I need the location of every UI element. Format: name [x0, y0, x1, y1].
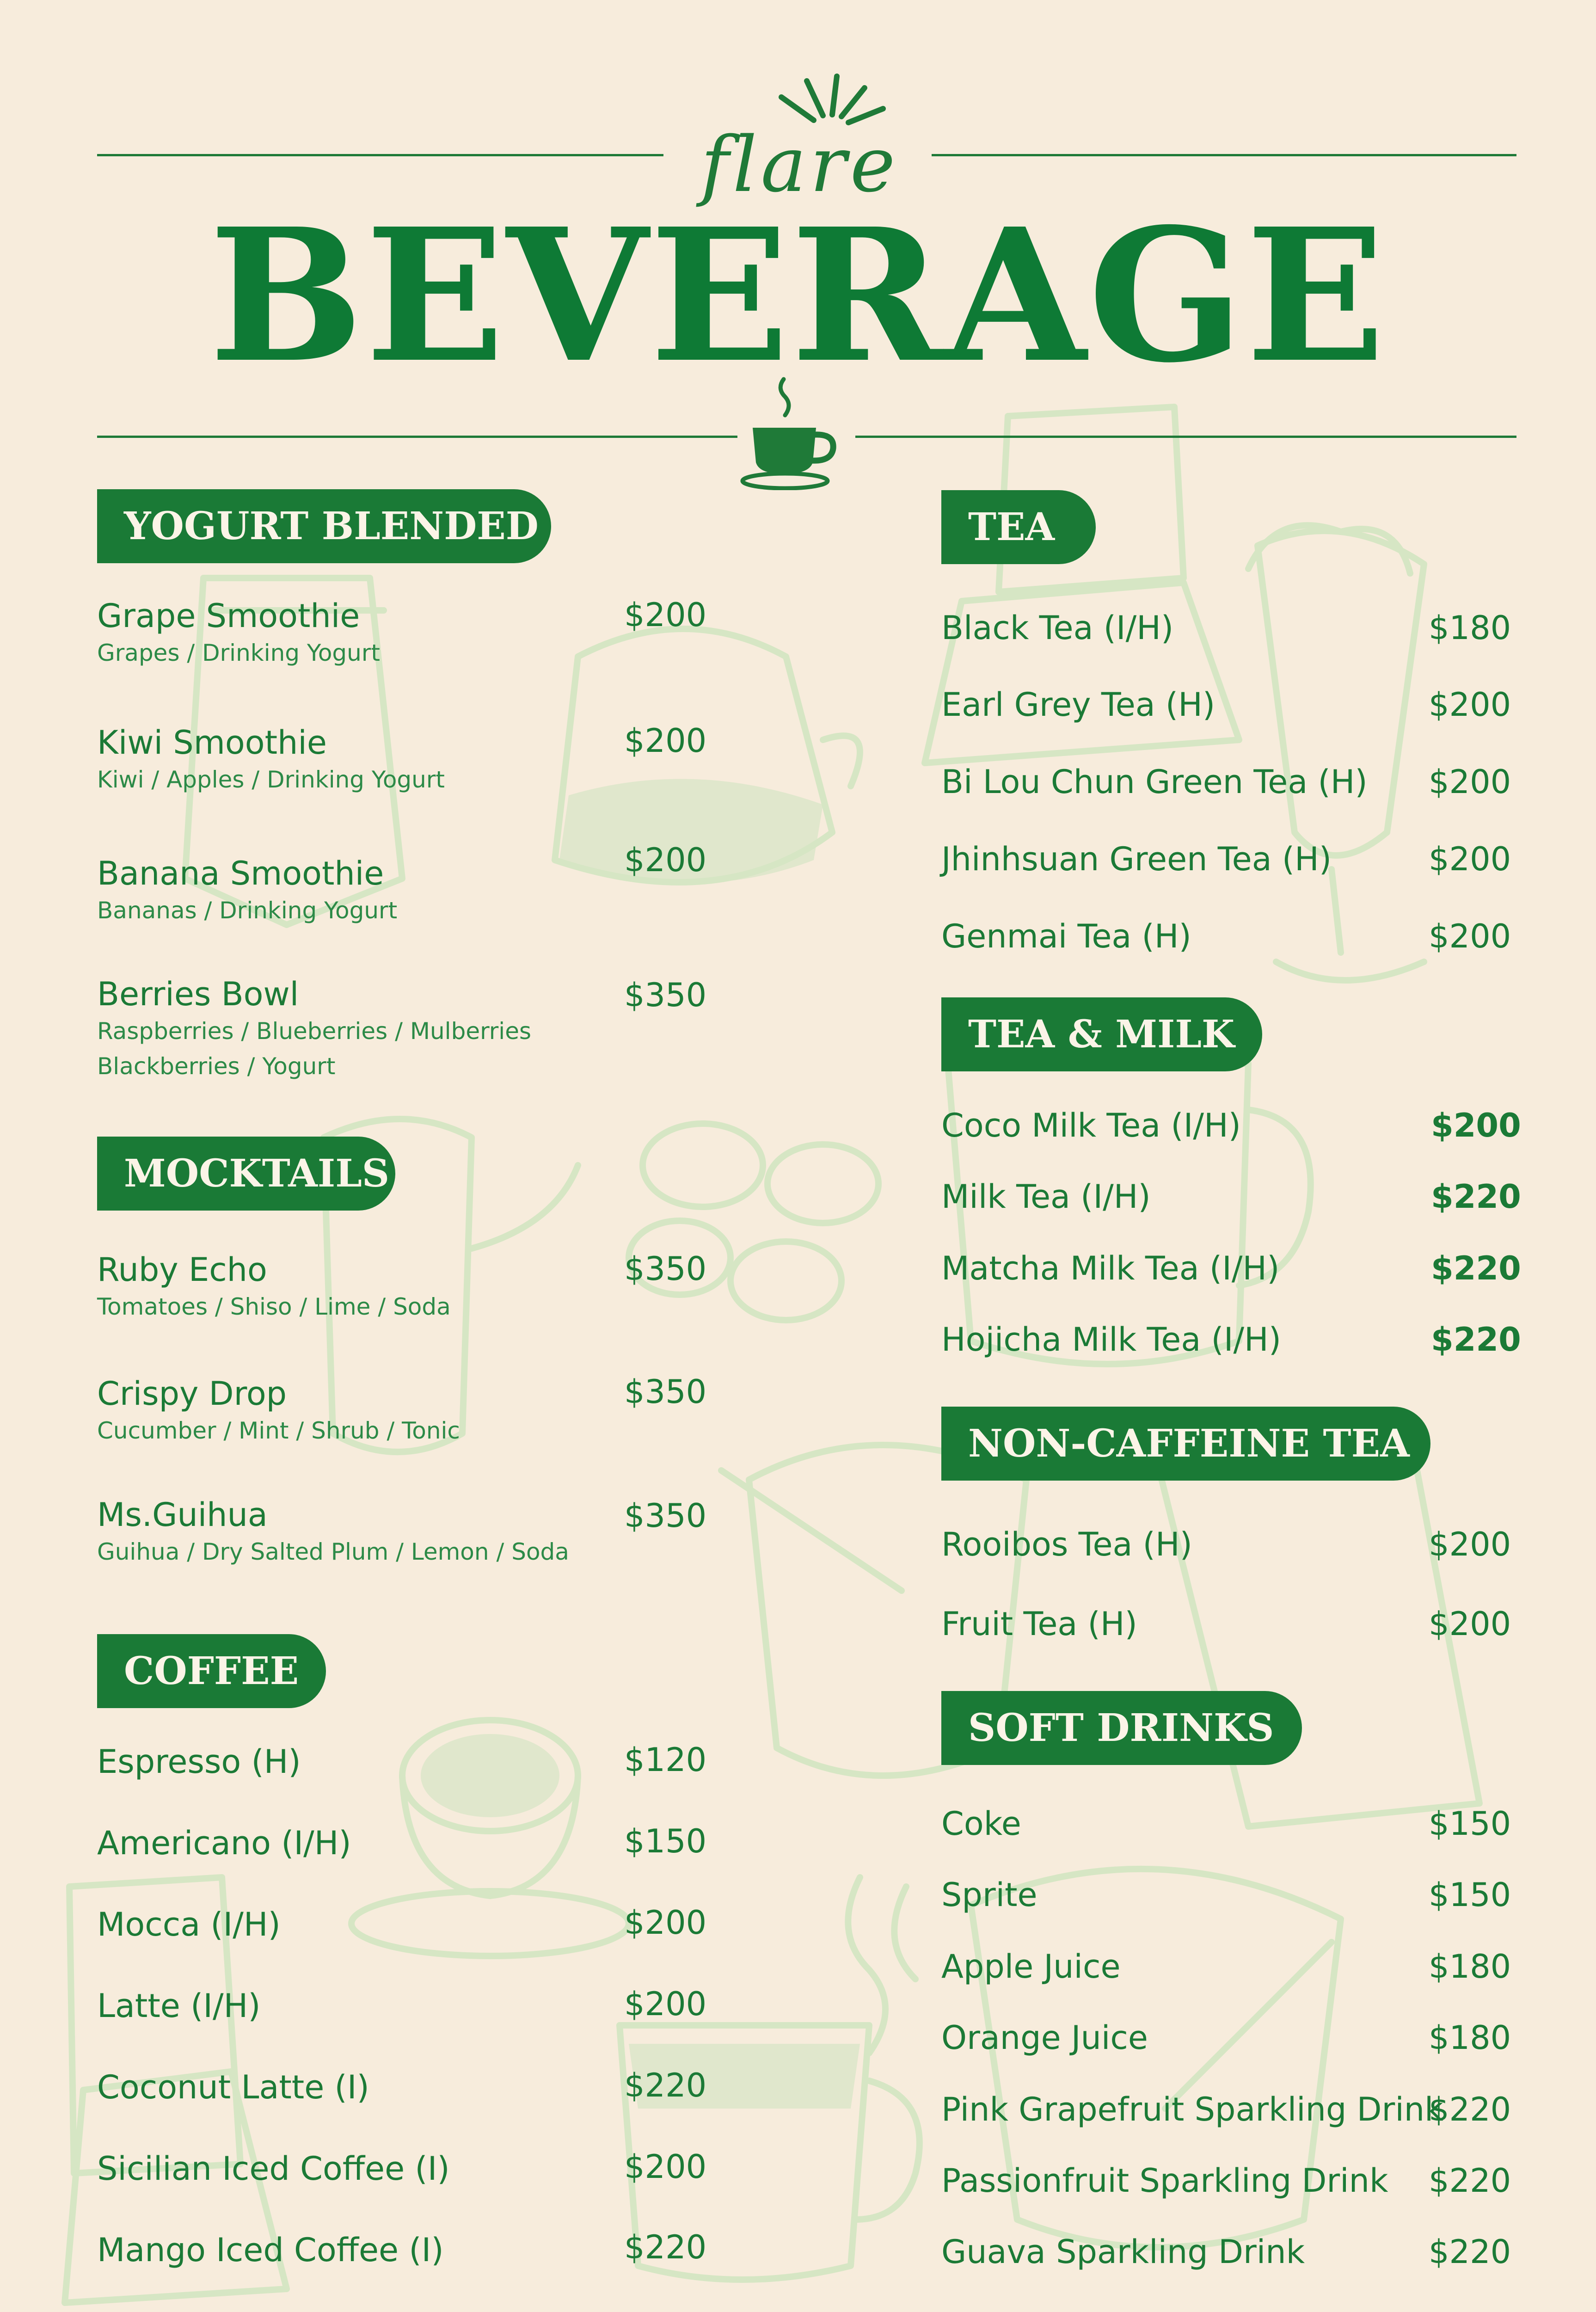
item-name: Sprite: [941, 1876, 1037, 1914]
item-price: $180: [1429, 609, 1511, 647]
milkshake-sketch: [1258, 531, 1424, 855]
section-heading-tea: TEA: [941, 490, 1096, 564]
item-description: Cucumber / Mint / Shrub / Tonic: [97, 1417, 460, 1444]
item-description-line2: Blackberries / Yogurt: [97, 1053, 336, 1080]
section-heading-mocktails: MOCKTAILS: [97, 1137, 395, 1211]
item-price: $220: [1429, 2162, 1511, 2200]
item-name: Banana Smoothie: [97, 855, 384, 892]
header-rule-left: [97, 154, 663, 156]
menu-item: [97, 1250, 451, 1324]
item-name: Apple Juice: [941, 1948, 1121, 1986]
item-price: $220: [1429, 2091, 1511, 2128]
item-name: Grape Smoothie: [97, 597, 360, 635]
item-name: Mocca (I/H): [97, 1906, 281, 1943]
item-name: Rooibos Tea (H): [941, 1525, 1192, 1563]
item-price: $180: [1429, 1948, 1511, 1986]
item-description: Raspberries / Blueberries / Mulberries: [97, 1018, 532, 1045]
menu-item: [97, 723, 445, 797]
item-price: $200: [624, 722, 707, 760]
item-price: $220: [1431, 1249, 1521, 1287]
brand-name: flare: [700, 120, 899, 209]
item-price: $150: [624, 1822, 707, 1860]
item-name: Genmai Tea (H): [941, 917, 1191, 955]
item-price: $200: [624, 1985, 707, 2023]
item-price: $350: [624, 1373, 707, 1411]
item-name: Black Tea (I/H): [941, 609, 1174, 647]
brand-logo: [684, 69, 915, 209]
item-price: $220: [624, 2228, 707, 2266]
item-name: Coke: [941, 1805, 1021, 1843]
item-price: $350: [624, 976, 707, 1014]
title-rule-right: [855, 436, 1516, 438]
item-price: $220: [1431, 1321, 1521, 1359]
item-name: Guava Sparkling Drink: [941, 2233, 1305, 2271]
item-name: Berries Bowl: [97, 975, 299, 1013]
menu-item: [97, 854, 397, 928]
section-heading-coffee: COFFEE: [97, 1634, 326, 1708]
item-name: Mango Iced Coffee (I): [97, 2231, 444, 2269]
item-name: Crispy Drop: [97, 1375, 287, 1413]
item-description: Tomatoes / Shiso / Lime / Soda: [97, 1293, 451, 1320]
item-description: Grapes / Drinking Yogurt: [97, 639, 381, 666]
item-price: $200: [624, 1904, 707, 1942]
header-rule-right: [932, 154, 1516, 156]
menu-item: [97, 1495, 569, 1569]
item-price: $200: [624, 596, 707, 634]
item-price: $200: [1429, 840, 1511, 878]
item-name: Kiwi Smoothie: [97, 724, 327, 762]
section-heading-yogurt: YOGURT BLENDED: [97, 489, 551, 563]
coffee-bean-sketch: [643, 1124, 763, 1207]
item-description: Kiwi / Apples / Drinking Yogurt: [97, 766, 445, 793]
item-name: Espresso (H): [97, 1743, 301, 1781]
item-price: $180: [1429, 2019, 1511, 2057]
item-price: $200: [1429, 763, 1511, 801]
item-name: Coco Milk Tea (I/H): [941, 1107, 1241, 1144]
item-price: $150: [1429, 1805, 1511, 1843]
item-price: $200: [624, 841, 707, 879]
item-name: Hojicha Milk Tea (I/H): [941, 1321, 1281, 1359]
item-price: $200: [1429, 1525, 1511, 1563]
item-description: Guihua / Dry Salted Plum / Lemon / Soda: [97, 1538, 569, 1565]
item-name: Orange Juice: [941, 2019, 1148, 2057]
item-description: Bananas / Drinking Yogurt: [97, 897, 398, 924]
item-name: Passionfruit Sparkling Drink: [941, 2162, 1388, 2200]
menu-item: [97, 596, 380, 670]
item-price: $220: [1431, 1178, 1521, 1216]
item-price: $200: [1429, 1605, 1511, 1643]
item-name: Coconut Latte (I): [97, 2068, 369, 2106]
section-heading-tea-milk: TEA & MILK: [941, 997, 1262, 1071]
item-price: $200: [1431, 1107, 1521, 1144]
item-price: $220: [624, 2066, 707, 2104]
item-price: $120: [624, 1741, 707, 1779]
item-name: Ruby Echo: [97, 1251, 267, 1289]
coffee-cup-icon: [735, 370, 846, 490]
item-name: Earl Grey Tea (H): [941, 686, 1215, 724]
item-name: Matcha Milk Tea (I/H): [941, 1249, 1280, 1287]
item-name: Milk Tea (I/H): [941, 1178, 1151, 1216]
item-price: $150: [1429, 1876, 1511, 1914]
item-price: $200: [1429, 917, 1511, 955]
title-rule-left: [97, 436, 737, 438]
item-name: Latte (I/H): [97, 1987, 261, 2025]
section-heading-soft-drinks: SOFT DRINKS: [941, 1691, 1302, 1765]
item-price: $350: [624, 1250, 707, 1288]
menu-item: [97, 975, 531, 1084]
menu-item: [97, 1374, 460, 1448]
item-name: Bi Lou Chun Green Tea (H): [941, 763, 1368, 801]
item-name: Jhinhsuan Green Tea (H): [941, 840, 1332, 878]
section-heading-non-caffeine: NON-CAFFEINE TEA: [941, 1407, 1430, 1481]
item-name: Fruit Tea (H): [941, 1605, 1137, 1643]
item-name: Americano (I/H): [97, 1824, 351, 1862]
item-price: $200: [624, 2148, 707, 2186]
page-title: BEVERAGE: [209, 189, 1387, 403]
item-price: $220: [1429, 2233, 1511, 2271]
item-name: Ms.Guihua: [97, 1496, 268, 1534]
item-price: $350: [624, 1497, 707, 1535]
item-name: Pink Grapefruit Sparkling Drink: [941, 2091, 1443, 2128]
item-price: $200: [1429, 686, 1511, 724]
item-name: Sicilian Iced Coffee (I): [97, 2150, 450, 2188]
